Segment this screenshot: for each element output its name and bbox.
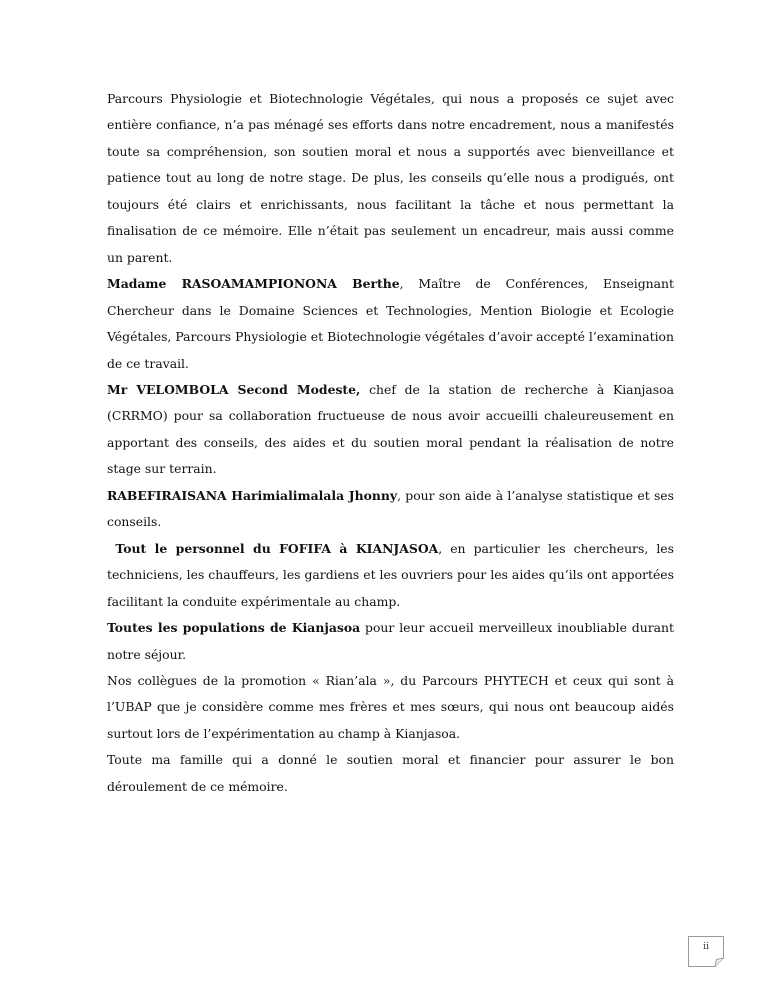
paragraph-examiner [107,271,674,377]
page-number-badge [688,936,724,967]
paragraph-supervisor [107,86,674,271]
paragraph-colleagues [107,668,674,747]
paragraph-bold-name: Toutes les populations de Kianjasoa [107,620,361,636]
paragraph-text: , Maître de Conférences, Enseignant Chercheur dans le Domaine Sciences et Technologies, Mention Biologie et Ecologie Végétales, Parcours Physiologie et Biotechnologie végétales d’avoir accepté l’examination de ce travail. [107,276,674,371]
paragraph-text: , en particulier les chercheurs, les techniciens, les chauffeurs, les gardiens et les ouvriers pour les aides qu’ils ont apportées facilitant la conduite expérimentale au champ. [107,540,674,609]
paragraph-bold-name: Tout le personnel du FOFIFA à KIANJASOA [107,540,439,556]
paragraph-family [107,747,674,800]
paragraph-bold-name: Mr VELOMBOLA Second Modeste, [107,381,361,397]
paragraph-text: Toute ma famille qui a donné le soutien moral et financier pour assurer le bon déroulement de ce mémoire. [107,752,674,794]
acknowledgements-text [107,86,674,800]
paragraph-text: Nos collègues de la promotion « Rian’ala », du Parcours PHYTECH et ceux qui sont à l’UBAP que je considère comme mes frères et mes sœurs, qui nous ont beaucoup aidés surtout lors de l’expérimentation au champ à Kianjasoa. [107,672,674,741]
page-number: ii [703,942,709,952]
paragraph-kianjasoa-population [107,615,674,668]
paragraph-bold-name: RABEFIRAISANA Harimialimalala Jhonny [107,487,398,503]
paragraph-bold-name: Madame RASOAMAMPIONONA Berthe [107,276,400,292]
paragraph-station-chief [107,377,674,483]
paragraph-text: pour leur accueil merveilleux inoubliable durant notre séjour. [107,620,674,662]
paragraph-text: chef de la station de recherche à Kianjasoa (CRRMO) pour sa collaboration fructueuse de nous avoir accueilli chaleureusement en apportant des conseils, des aides et du soutien moral pendant la réalisation de notre stage sur terrain. [107,381,674,477]
paragraph-fofifa-staff [107,536,674,615]
paragraph-statistics-helper [107,483,674,536]
paragraph-text: , pour son aide à l’analyse statistique et ses conseils. [107,487,674,530]
paragraph-text: Parcours Physiologie et Biotechnologie Végétales, qui nous a proposés ce sujet avec entière confiance, n’a pas ménagé ses efforts dans notre encadrement, nous a manifestés toute sa compréhension, son soutien moral et nous a supportés avec bienveillance et patience tout au long de notre stage. De plus, les conseils qu’elle nous a prodigués, ont toujours été clairs et enrichissants, nous facilitant la tâche et nous permettant la finalisation de ce mémoire. Elle n’était pas seulement un encadreur, mais aussi comme un parent. [107,91,674,265]
